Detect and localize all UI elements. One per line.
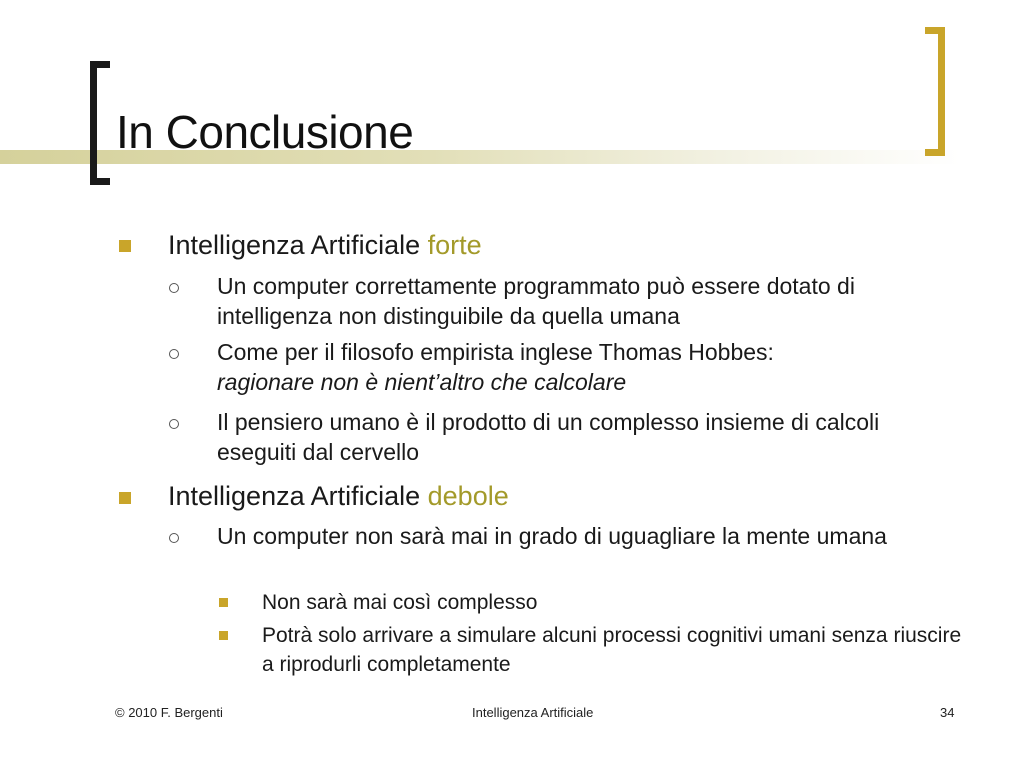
keyword-debole: debole xyxy=(427,481,509,511)
subbullet-programmed-computer: Un computer correttamente programmato può essere dotato di intelligenza non distinguibile da quella umana xyxy=(217,273,855,329)
subbullet-never-equal: Un computer non sarà mai in grado di uguagliare la mente umana xyxy=(217,523,887,549)
hobbes-quote: ragionare non è nient’altro che calcolare xyxy=(217,369,627,395)
slide-title: In Conclusione xyxy=(116,106,414,158)
ring-bullet-icon xyxy=(169,283,179,293)
footer-page-number: 34 xyxy=(940,705,955,720)
bullet-lead-text: Intelligenza Artificiale xyxy=(168,230,428,260)
bullet-strong-ai xyxy=(168,228,482,262)
footer-copyright: © 2010 F. Bergenti xyxy=(115,705,223,720)
ring-bullet-icon xyxy=(169,533,179,543)
subbullet-hobbes xyxy=(217,337,957,397)
square-bullet-icon xyxy=(219,598,228,607)
hobbes-text: Come per il filosofo empirista inglese Thomas Hobbes: xyxy=(217,339,774,365)
point-never-complex: Non sarà mai così complesso xyxy=(262,591,538,614)
footer-course-title: Intelligenza Artificiale xyxy=(472,705,594,720)
keyword-forte: forte xyxy=(427,230,482,260)
point-simulate-processes: Potrà solo arrivare a simulare alcuni processi cognitivi umani senza riuscire a riprodurli completamente xyxy=(262,624,962,676)
bullet-lead-text: Intelligenza Artificiale xyxy=(168,481,428,511)
ring-bullet-icon xyxy=(169,349,179,359)
square-bullet-icon xyxy=(119,492,131,504)
square-bullet-icon xyxy=(119,240,131,252)
square-bullet-icon xyxy=(219,631,228,640)
ring-bullet-icon xyxy=(169,419,179,429)
bullet-weak-ai xyxy=(168,479,509,513)
subbullet-human-thought: Il pensiero umano è il prodotto di un complesso insieme di calcoli eseguiti dal cervello xyxy=(217,409,880,465)
